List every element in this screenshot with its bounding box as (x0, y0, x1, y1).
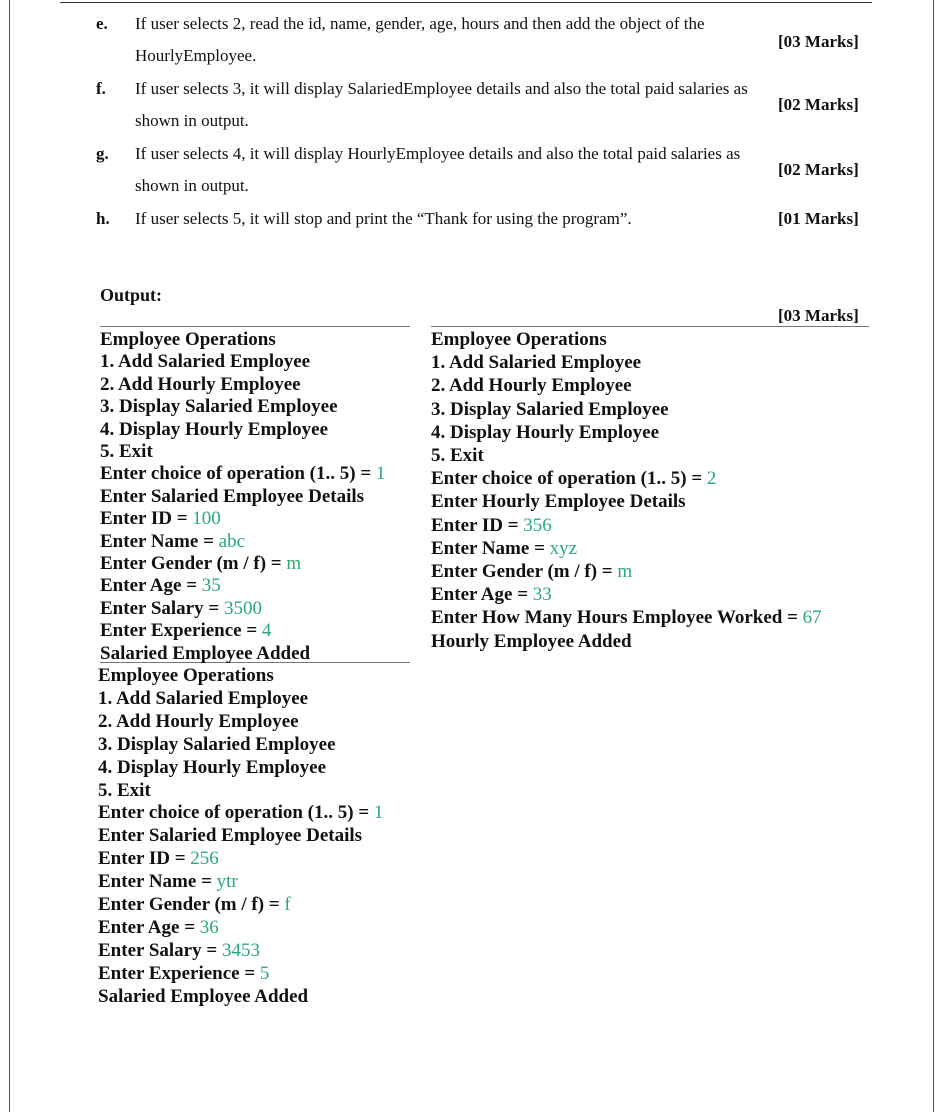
task-letter: f. (96, 79, 106, 98)
age-line: Enter Age = 35 (100, 575, 221, 597)
menu-item: 4. Display Hourly Employee (431, 421, 660, 443)
menu-title: Employee Operations (100, 329, 276, 350)
menu-item: 3. Display Salaried Employee (100, 396, 338, 418)
task-text: If user selects 4, it will display HourlyEmployee details and also the total paid salaries as shown in output. (135, 144, 741, 195)
menu-title: Employee Operations (431, 329, 607, 350)
hours-line: Enter How Many Hours Employee Worked = 67 (431, 607, 822, 629)
name-line: Enter Name = abc (100, 530, 246, 552)
menu-item: 1. Add Salaried Employee (98, 687, 309, 709)
id-line: Enter ID = 100 (100, 508, 221, 530)
menu-item: 2. Add Hourly Employee (100, 373, 301, 395)
age-line: Enter Age = 33 (431, 584, 552, 606)
menu-item: 1. Add Salaried Employee (100, 351, 311, 373)
task-marks: [03 Marks] (778, 32, 859, 51)
menu-item: 2. Add Hourly Employee (98, 710, 299, 732)
experience-line: Enter Experience = 5 (98, 962, 270, 984)
rule-console-b-top (431, 326, 869, 327)
task-marks: [02 Marks] (778, 95, 859, 114)
id-line: Enter ID = 356 (431, 514, 552, 536)
console-output-a (100, 329, 385, 665)
choice-line: Enter choice of operation (1.. 5) = 1 (100, 463, 386, 485)
task-marks: [01 Marks] (778, 209, 859, 228)
task-text: If user selects 5, it will stop and print the “Thank for using the program”. (135, 209, 632, 228)
experience-line: Enter Experience = 4 (100, 620, 272, 642)
choice-line: Enter choice of operation (1.. 5) = 2 (431, 468, 717, 490)
menu-item: 4. Display Hourly Employee (98, 756, 327, 778)
name-line: Enter Name = xyz (431, 537, 578, 559)
result-line: Hourly Employee Added (431, 630, 632, 652)
menu-item: 5. Exit (100, 441, 153, 463)
task-marks: [02 Marks] (778, 160, 859, 179)
task-letter: h. (96, 209, 110, 228)
salary-line: Enter Salary = 3453 (98, 939, 260, 961)
result-line: Salaried Employee Added (100, 642, 311, 664)
gender-line: Enter Gender (m / f) = m (100, 553, 302, 575)
gender-line: Enter Gender (m / f) = f (98, 894, 291, 916)
console-output-c (98, 665, 383, 1009)
id-line: Enter ID = 256 (98, 848, 219, 870)
menu-item: 2. Add Hourly Employee (431, 375, 632, 397)
menu-item: 4. Display Hourly Employee (100, 418, 329, 440)
top-rule (60, 2, 872, 3)
page-border-left (9, 0, 10, 1112)
age-line: Enter Age = 36 (98, 916, 219, 938)
menu-title: Employee Operations (98, 665, 274, 686)
task-text: If user selects 2, read the id, name, gender, age, hours and then add the object of the HourlyEmployee. (135, 14, 705, 65)
menu-item: 5. Exit (98, 779, 151, 801)
output-heading: Output: (100, 285, 163, 305)
details-heading: Enter Hourly Employee Details (431, 491, 686, 513)
salary-line: Enter Salary = 3500 (100, 597, 262, 619)
details-heading: Enter Salaried Employee Details (98, 825, 363, 847)
output-marks: [03 Marks] (778, 306, 859, 325)
choice-line: Enter choice of operation (1.. 5) = 1 (98, 802, 384, 824)
name-line: Enter Name = ytr (98, 871, 238, 893)
details-heading: Enter Salaried Employee Details (100, 485, 365, 507)
page-border-right (933, 0, 934, 1112)
result-line: Salaried Employee Added (98, 985, 309, 1007)
gender-line: Enter Gender (m / f) = m (431, 561, 633, 583)
task-letter: g. (96, 144, 109, 163)
menu-item: 3. Display Salaried Employee (431, 398, 669, 420)
rule-console-a-top (100, 326, 410, 327)
menu-item: 5. Exit (431, 445, 484, 467)
menu-item: 1. Add Salaried Employee (431, 352, 642, 374)
console-output-b (431, 328, 822, 653)
menu-item: 3. Display Salaried Employee (98, 733, 336, 755)
task-text: If user selects 3, it will display SalariedEmployee details and also the total paid salaries as shown in output. (135, 79, 748, 130)
task-letter: e. (96, 14, 108, 33)
